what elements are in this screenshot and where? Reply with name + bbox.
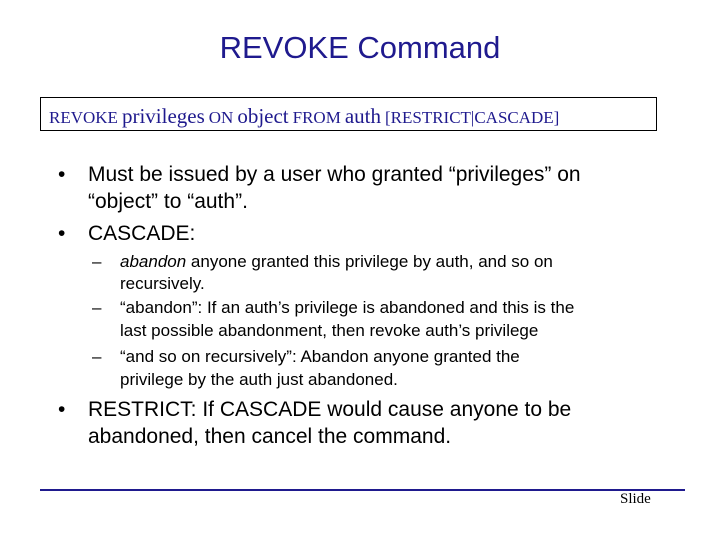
footer-rule xyxy=(40,489,685,491)
sub-bullet-1-emphasis: abandon xyxy=(120,252,187,271)
bullet-3-line-1: RESTRICT: If CASCADE would cause anyone to be xyxy=(88,398,572,421)
slide-title: REVOKE Command xyxy=(219,30,501,65)
bullet-1-line-2: “object” to “auth”. xyxy=(88,190,248,213)
syntax-arg-privileges: privileges xyxy=(121,104,205,128)
syntax-arg-auth: auth xyxy=(344,104,381,128)
dash-marker: – xyxy=(92,347,102,366)
syntax-arg-object: object xyxy=(237,104,289,128)
bullet-marker: • xyxy=(58,398,66,421)
dash-marker: – xyxy=(92,252,102,271)
sub-bullet-3-line-2: privilege by the auth just abandoned. xyxy=(120,370,398,389)
sub-bullet-1-line-2: recursively. xyxy=(120,274,205,293)
sub-bullet-2-line-2: last possible abandonment, then revoke auth’s privilege xyxy=(120,321,539,340)
sub-bullet-2-line-1: “abandon”: If an auth’s privilege is abandoned and this is the xyxy=(120,298,575,317)
dash-marker: – xyxy=(92,298,102,317)
syntax-keyword-from: FROM xyxy=(292,108,341,127)
bullet-2-line-1: CASCADE: xyxy=(88,222,196,245)
bullet-marker: • xyxy=(58,163,66,186)
slide-label: Slide xyxy=(620,491,651,507)
bullet-1-line-1: Must be issued by a user who granted “privileges” on xyxy=(88,163,581,186)
bullet-3-line-2: abandoned, then cancel the command. xyxy=(88,425,452,448)
sub-bullet-1-line-1 xyxy=(120,250,553,273)
sub-bullet-3-line-1: “and so on recursively”: Abandon anyone granted the xyxy=(120,347,520,366)
bullet-marker: • xyxy=(58,222,66,245)
syntax-keyword-revoke: REVOKE xyxy=(49,108,118,127)
syntax-keyword-on: ON xyxy=(208,108,234,127)
sub-bullet-1-line-1-rest: anyone granted this privilege by auth, and so on xyxy=(186,252,553,271)
syntax-options: [RESTRICT|CASCADE] xyxy=(384,108,560,127)
